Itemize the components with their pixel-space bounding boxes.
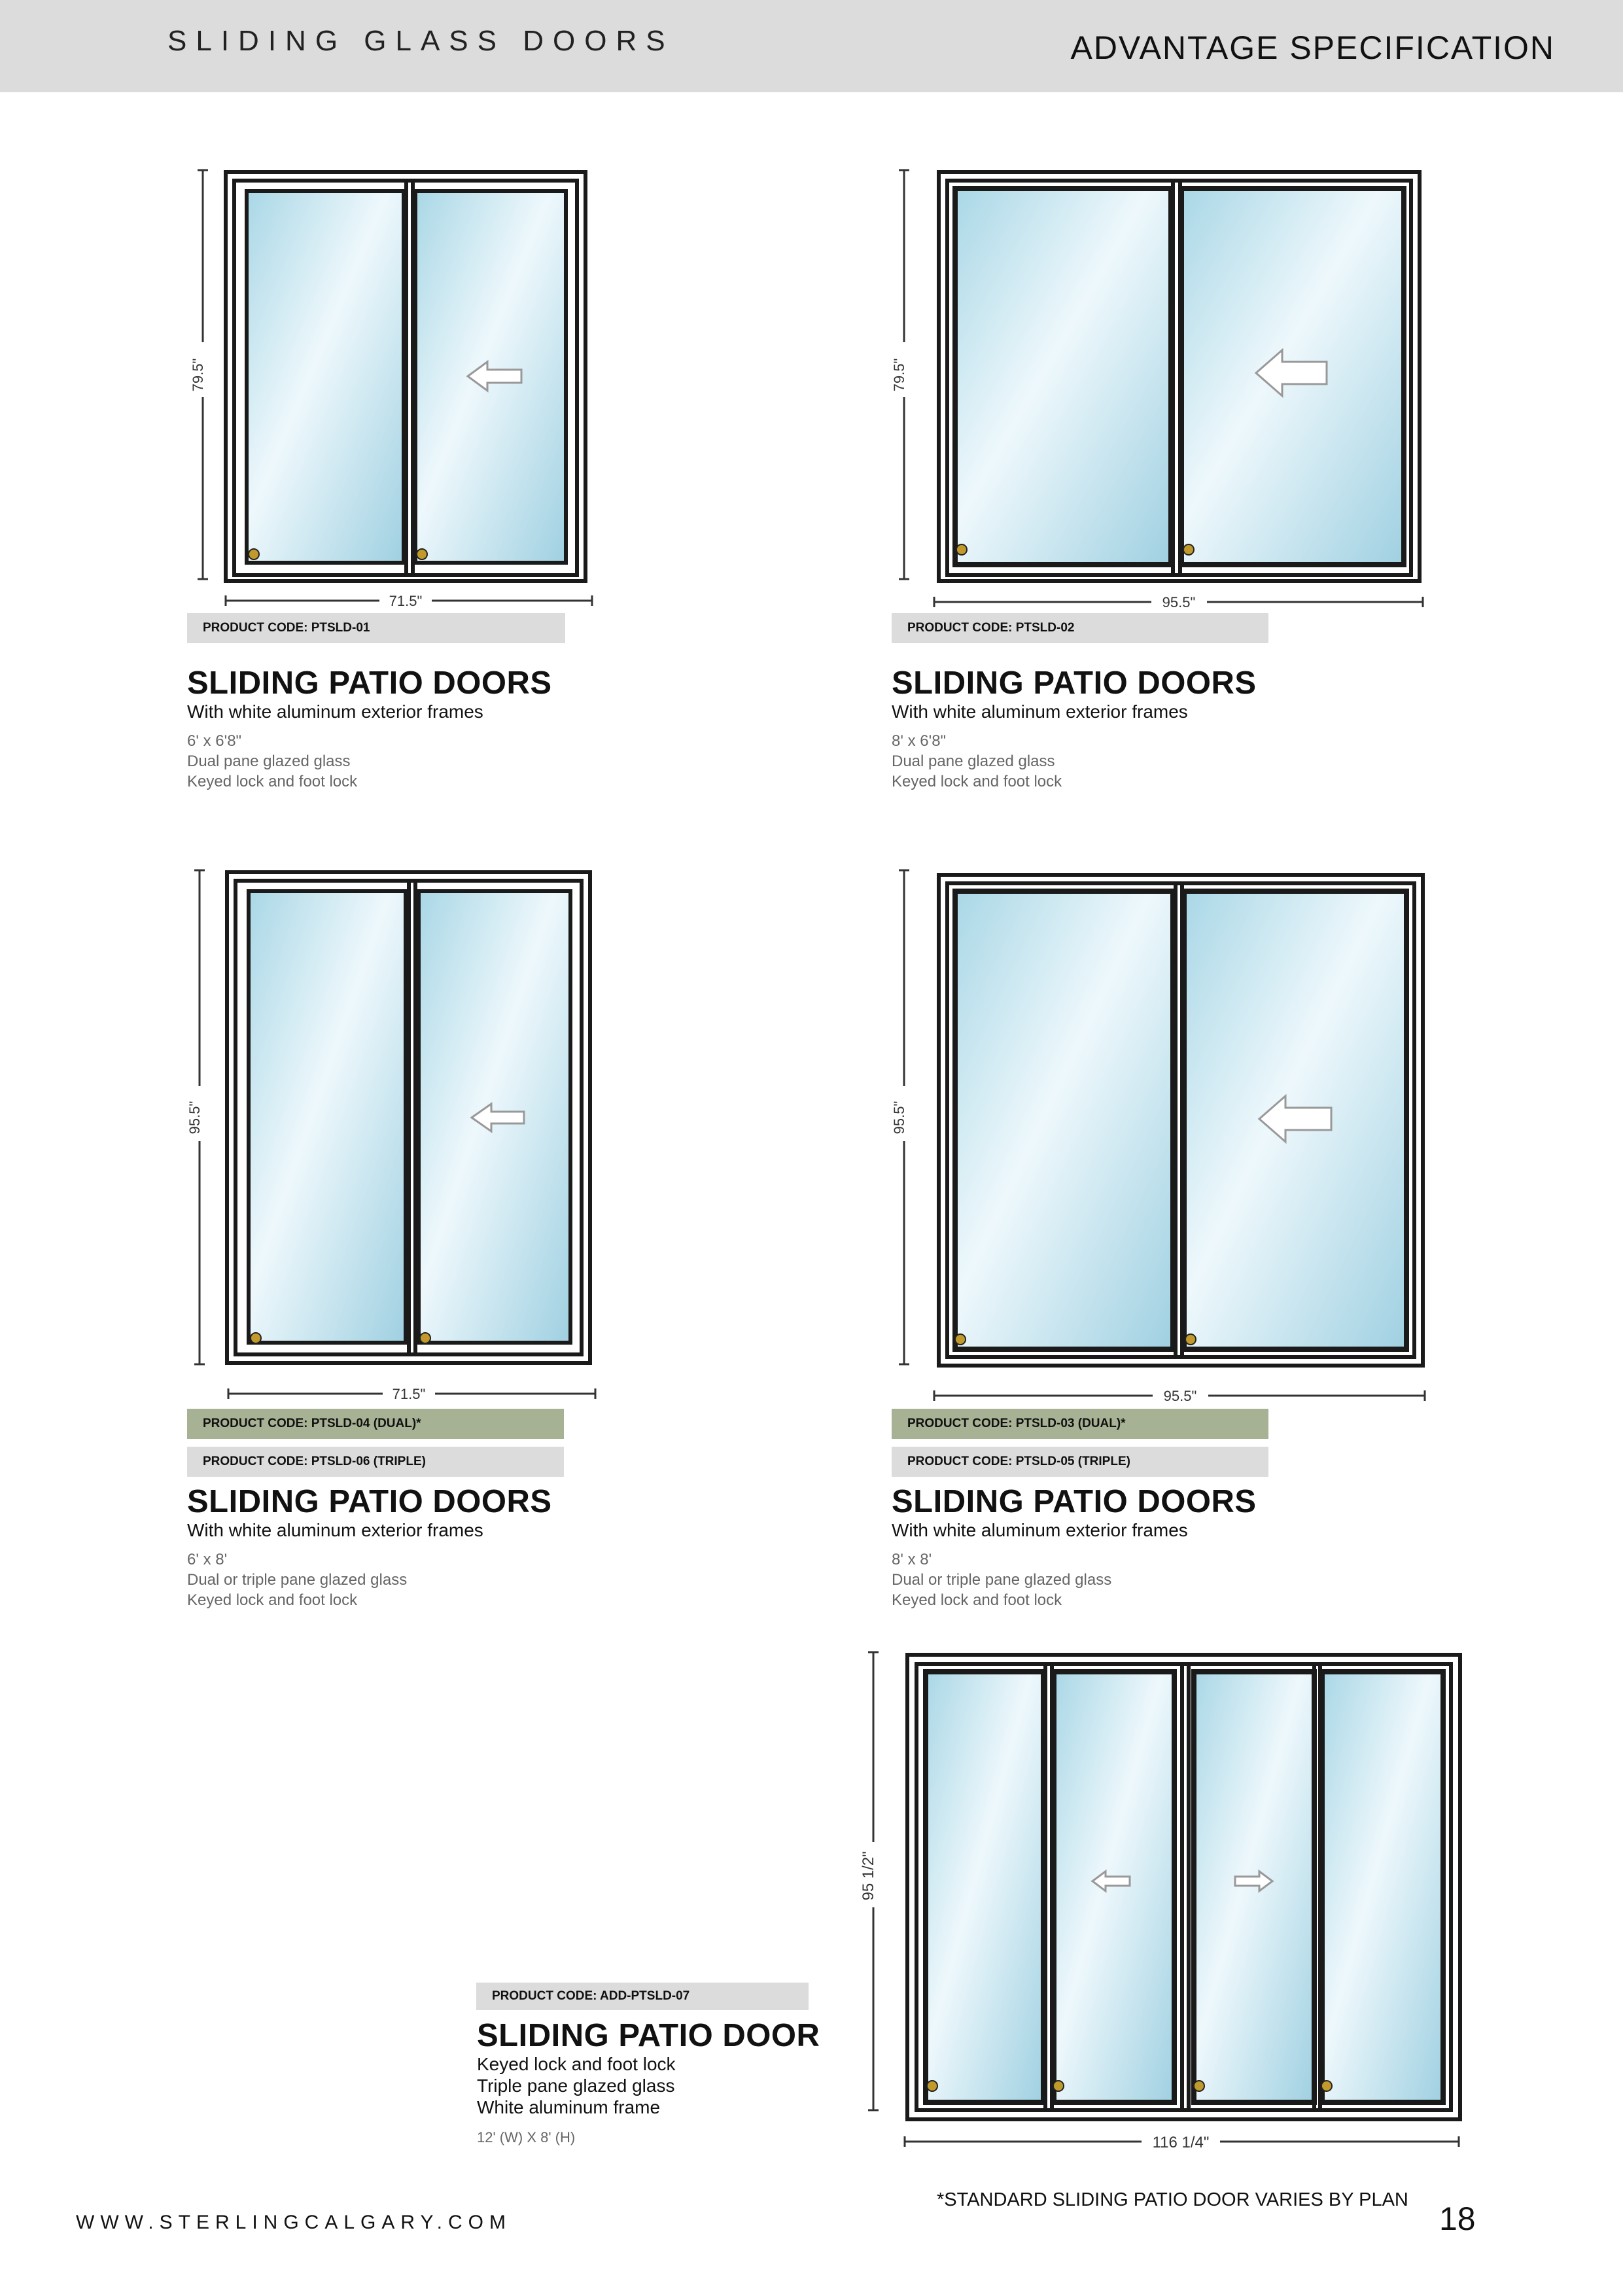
lock-icon: [927, 2081, 937, 2091]
lock-icon: [1194, 2081, 1204, 2091]
door-drawing-add-ptsld-07: [854, 1646, 1469, 2156]
product-title: SLIDING PATIO DOORS: [892, 1484, 1257, 1519]
width-dimension: 95.5": [1163, 1388, 1197, 1404]
product-size: 6' x 6'8": [187, 732, 242, 750]
product-spec: Dual pane glazed glass: [892, 752, 1055, 770]
door-drawing-ptsld-01: [186, 167, 605, 615]
product-spec: Keyed lock and foot lock: [187, 1591, 358, 1609]
product-spec: Dual pane glazed glass: [187, 752, 351, 770]
lock-icon: [249, 549, 259, 559]
section-title: SLIDING GLASS DOORS: [167, 25, 674, 57]
door-drawing-ptsld-03: [890, 867, 1439, 1407]
product-subtitle: With white aluminum exterior frames: [187, 701, 483, 722]
door-drawing-ptsld-04: [186, 867, 605, 1407]
lock-icon: [955, 1334, 966, 1345]
width-dimension: 116 1/4": [1152, 2134, 1210, 2151]
product-info-ptsld-03: [892, 1484, 1257, 1610]
width-dimension: 71.5": [392, 1386, 426, 1402]
footnote: *STANDARD SLIDING PATIO DOOR VARIES BY PLAN: [937, 2189, 1408, 2210]
product-feature: Triple pane glazed glass: [477, 2075, 675, 2096]
width-dimension: 95.5": [1162, 594, 1196, 610]
product-spec: Dual or triple pane glazed glass: [892, 1571, 1112, 1589]
product-title: SLIDING PATIO DOORS: [187, 665, 552, 701]
lock-icon: [1183, 544, 1194, 555]
height-dimension: 79.5": [891, 358, 907, 392]
product-spec: Keyed lock and foot lock: [187, 773, 358, 790]
product-code-badge: PRODUCT CODE: PTSLD-02: [892, 613, 1268, 643]
height-dimension: 79.5": [190, 358, 206, 392]
product-info-add-ptsld-07: [477, 2018, 820, 2147]
product-code-badge: PRODUCT CODE: ADD-PTSLD-07: [476, 1983, 809, 2010]
lock-icon: [956, 544, 967, 555]
product-subtitle: With white aluminum exterior frames: [892, 1520, 1188, 1540]
product-info-ptsld-04: [187, 1484, 552, 1610]
product-info-ptsld-02: [892, 665, 1257, 792]
page-header: [0, 0, 1623, 92]
height-dimension: 95 1/2": [860, 1851, 877, 1901]
lock-icon: [1185, 1334, 1196, 1345]
product-code-badge-dual: PRODUCT CODE: PTSLD-03 (DUAL)*: [892, 1409, 1268, 1439]
product-title: SLIDING PATIO DOOR: [477, 2018, 820, 2053]
product-size: 6' x 8': [187, 1551, 228, 1568]
product-subtitle: With white aluminum exterior frames: [187, 1520, 483, 1540]
product-subtitle: With white aluminum exterior frames: [892, 701, 1188, 722]
product-feature: Keyed lock and foot lock: [477, 2054, 676, 2074]
lock-icon: [1053, 2081, 1064, 2091]
product-title: SLIDING PATIO DOORS: [187, 1484, 552, 1519]
page-number: 18: [1439, 2200, 1476, 2237]
product-size: 8' x 8': [892, 1551, 932, 1568]
lock-icon: [251, 1333, 261, 1343]
width-dimension: 71.5": [389, 593, 423, 609]
product-size: 8' x 6'8": [892, 732, 947, 750]
door-drawing-ptsld-02: [890, 167, 1439, 615]
website-link[interactable]: WWW.STERLINGCALGARY.COM: [76, 2212, 512, 2233]
product-size: 12' (W) X 8' (H): [477, 2129, 576, 2146]
product-feature: White aluminum frame: [477, 2097, 661, 2117]
height-dimension: 95.5": [891, 1101, 907, 1135]
product-code-badge-triple: PRODUCT CODE: PTSLD-05 (TRIPLE): [892, 1447, 1268, 1477]
product-spec: Keyed lock and foot lock: [892, 1591, 1062, 1609]
lock-icon: [420, 1333, 430, 1343]
product-info-ptsld-01: [187, 665, 552, 792]
lock-icon: [1321, 2081, 1332, 2091]
product-code-badge-triple: PRODUCT CODE: PTSLD-06 (TRIPLE): [187, 1447, 564, 1477]
product-code-badge: PRODUCT CODE: PTSLD-01: [187, 613, 565, 643]
spec-title: ADVANTAGE SPECIFICATION: [1070, 29, 1555, 66]
product-spec: Keyed lock and foot lock: [892, 773, 1062, 790]
lock-icon: [417, 549, 427, 559]
height-dimension: 95.5": [186, 1101, 203, 1135]
product-title: SLIDING PATIO DOORS: [892, 665, 1257, 701]
product-code-badge-dual: PRODUCT CODE: PTSLD-04 (DUAL)*: [187, 1409, 564, 1439]
product-spec: Dual or triple pane glazed glass: [187, 1571, 408, 1589]
